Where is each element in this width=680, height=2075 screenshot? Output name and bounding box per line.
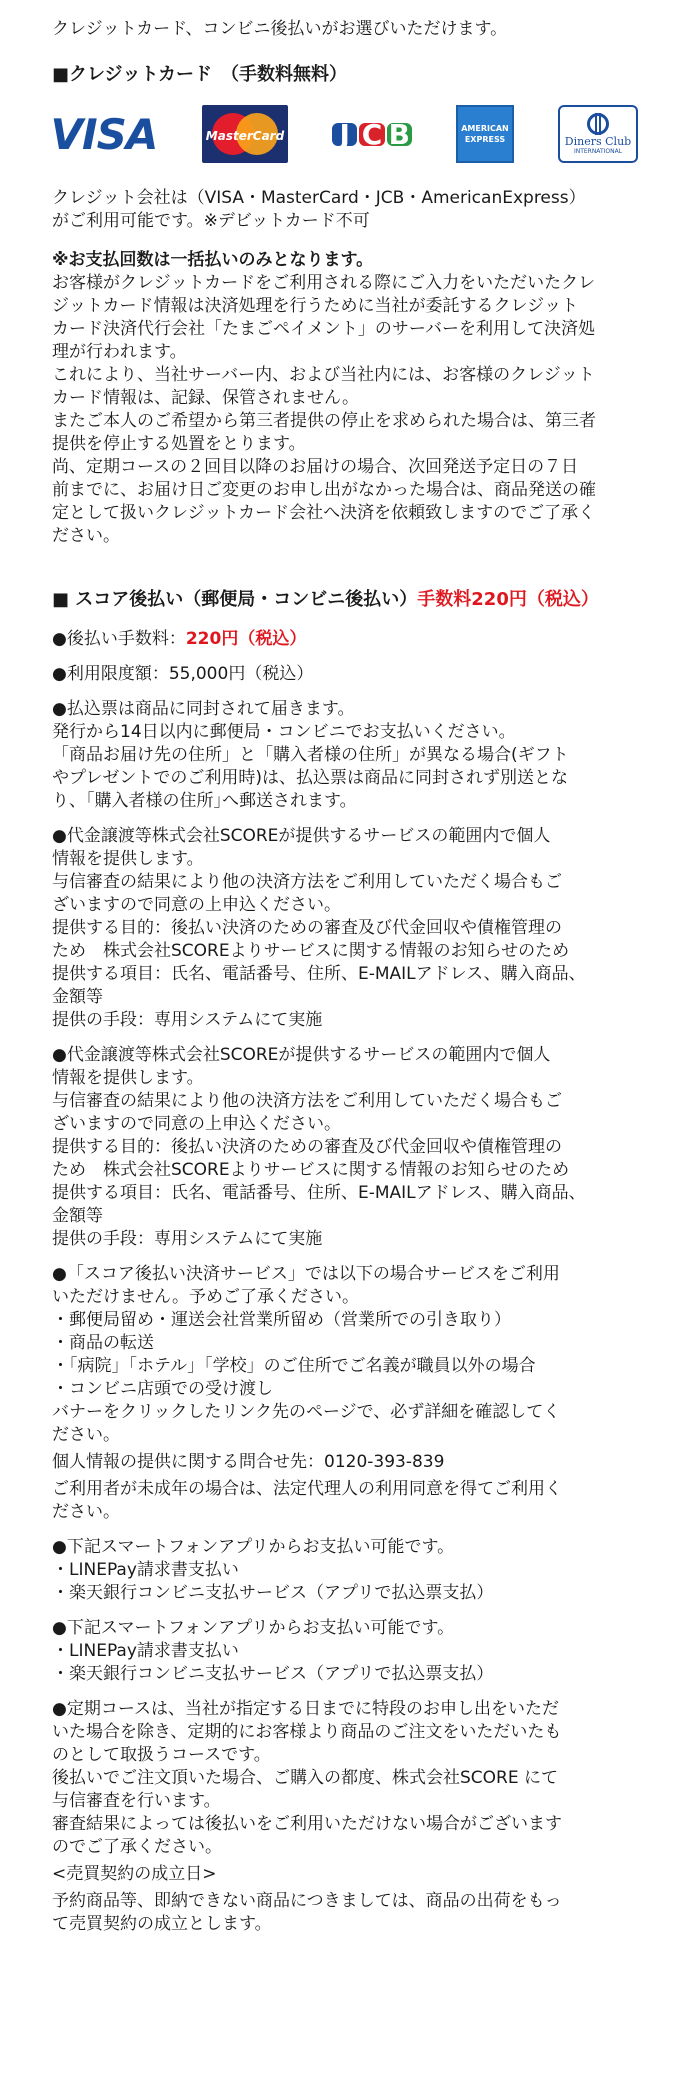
slip-block: ●払込票は商品に同封されて届きます。 発行から14日以内に郵便局・コンビニでお支払いください。 「商品お届け先の住所」と「購入者様の住所」が異なる場合(ギフト やプレゼントでのご利用時)は、払込票は商品に同封されず別送とな り、｢購入者様の住所｣へ郵送されます。 [52,699,569,811]
privacy-block-1: ●代金譲渡等株式会社SCOREが提供するサービスの範囲内で個人 情報を提供します。 与信審査の結果により他の決済方法をご利用していただく場合もご ざいますので同意の上申込ください。 提供する目的：後払い決済のための審査及び代金回収や債権管理の ため 株式会社SCOREよりサービスに関する情報のお知らせのため 提供する項目：氏名、電話番号、住所、E-MAILアドレス、購入商品、 金額等 提供の手段：専用システムにて実施 [52,826,586,1030]
contract-block: 予約商品等、即納できない商品につきましては、商品の出荷をもっ て売買契約の成立とします。 [52,1891,562,1934]
amex-logo: AMERICAN EXPRESS [456,105,514,163]
subscription-block: ●定期コースは、当社が指定する日までに特段のお申し出をいただ いた場合を除き、定期的にお客様より商品のご注文をいただいたも のとして取扱うコースです。 後払いでご注文頂いた場合、ご購入の都度、株式会社SCORE にて 与信審査を行います。 審査結果によっては後払いをご利用いただけない場合がございます のでご了承ください。 [52,1699,562,1857]
score-heading: ■ スコア後払い（郵便局・コンビニ後払い）手数料220円（税込） [52,589,599,610]
restrictions-block: ●「スコア後払い決済サービス」では以下の場合サービスをご利用 いただけません。予めご了承ください。 ・郵便局留め・運送会社営業所留め（営業所での引き取り） ・商品の転送 ・「病院」「ホテル」「学校」のご住所でご名義が職員以外の場合 ・コンビニ店頭での受け渡し バナーをクリックしたリンク先のページで、必ず詳細を確認してく ださい。 [52,1264,561,1445]
fee-line: ●後払い手数料：220円（税込） [52,629,307,649]
card-logos [50,103,638,165]
visa-logo: VISA [50,109,158,159]
card-brands-line2: がご利用可能です。※デビットカード不可 [52,211,370,231]
fee-value: 220円（税込） [185,629,307,649]
credit-body: お客様がクレジットカードをご利用される際にご入力をいただいたクレ ジットカード情報は決済処理を行うために当社が委託するクレジット カード決済代行会社「たまごペイメント」のサーバーを利用して決済処 理が行われます。 これにより、当社サーバー内、および当社内には、お客様のクレジット カード情報は、記録、保管されません。 またご本人のご希望から第三者提供の停止を求められた場合は、第三者 提供を停止する処置をとります。 尚、定期コースの２回目以降のお届けの場合、次回発送予定日の７日 前までに、お届け日ご変更のお申し出がなかった場合は、商品発送の確 定として扱いクレジットカード会社へ決済を依頼致しますのでご了承く ださい。 [52,273,596,546]
intro-text: クレジットカード、コンビニ後払いがお選びいただけます。 [52,19,508,39]
minor-block: ご利用者が未成年の場合は、法定代理人の利用同意を得てご利用く ださい。 [52,1479,562,1522]
score-heading-fee: 手数料220円（税込） [417,589,599,610]
credit-heading: ■クレジットカード （手数料無料） [52,64,348,85]
apps-block-1: ●下記スマートフォンアプリからお支払い可能です。 ・LINEPay請求書支払い ・楽天銀行コンビニ支払サービス（アプリで払込票支払） [52,1537,494,1603]
mastercard-logo: MasterCard [202,105,288,163]
apps-block-2: ●下記スマートフォンアプリからお支払い可能です。 ・LINEPay請求書支払い ・楽天銀行コンビニ支払サービス（アプリで払込票支払） [52,1618,494,1684]
card-brands-line1: クレジット会社は（VISA・MasterCard・JCB・AmericanExpress） [52,188,586,208]
contact-line: 個人情報の提供に関する問合せ先：0120-393-839 [52,1452,445,1472]
lump-sum-note: ※お支払回数は一括払いのみとなります。 [52,250,374,270]
payment-content [52,18,632,1936]
privacy-block-2: ●代金譲渡等株式会社SCOREが提供するサービスの範囲内で個人 情報を提供します。 与信審査の結果により他の決済方法をご利用していただく場合もご ざいますので同意の上申込ください。 提供する目的：後払い決済のための審査及び代金回収や債権管理の ため 株式会社SCOREよりサービスに関する情報のお知らせのため 提供する項目：氏名、電話番号、住所、E-MAILアドレス、購入商品、 金額等 提供の手段：専用システムにて実施 [52,1045,586,1249]
diners-logo: Diners Club INTERNATIONAL [558,105,638,163]
contract-heading: <売買契約の成立日> [52,1864,217,1884]
limit-line: ●利用限度額：55,000円（税込） [52,664,314,684]
jcb-logo: J C B [332,105,412,163]
